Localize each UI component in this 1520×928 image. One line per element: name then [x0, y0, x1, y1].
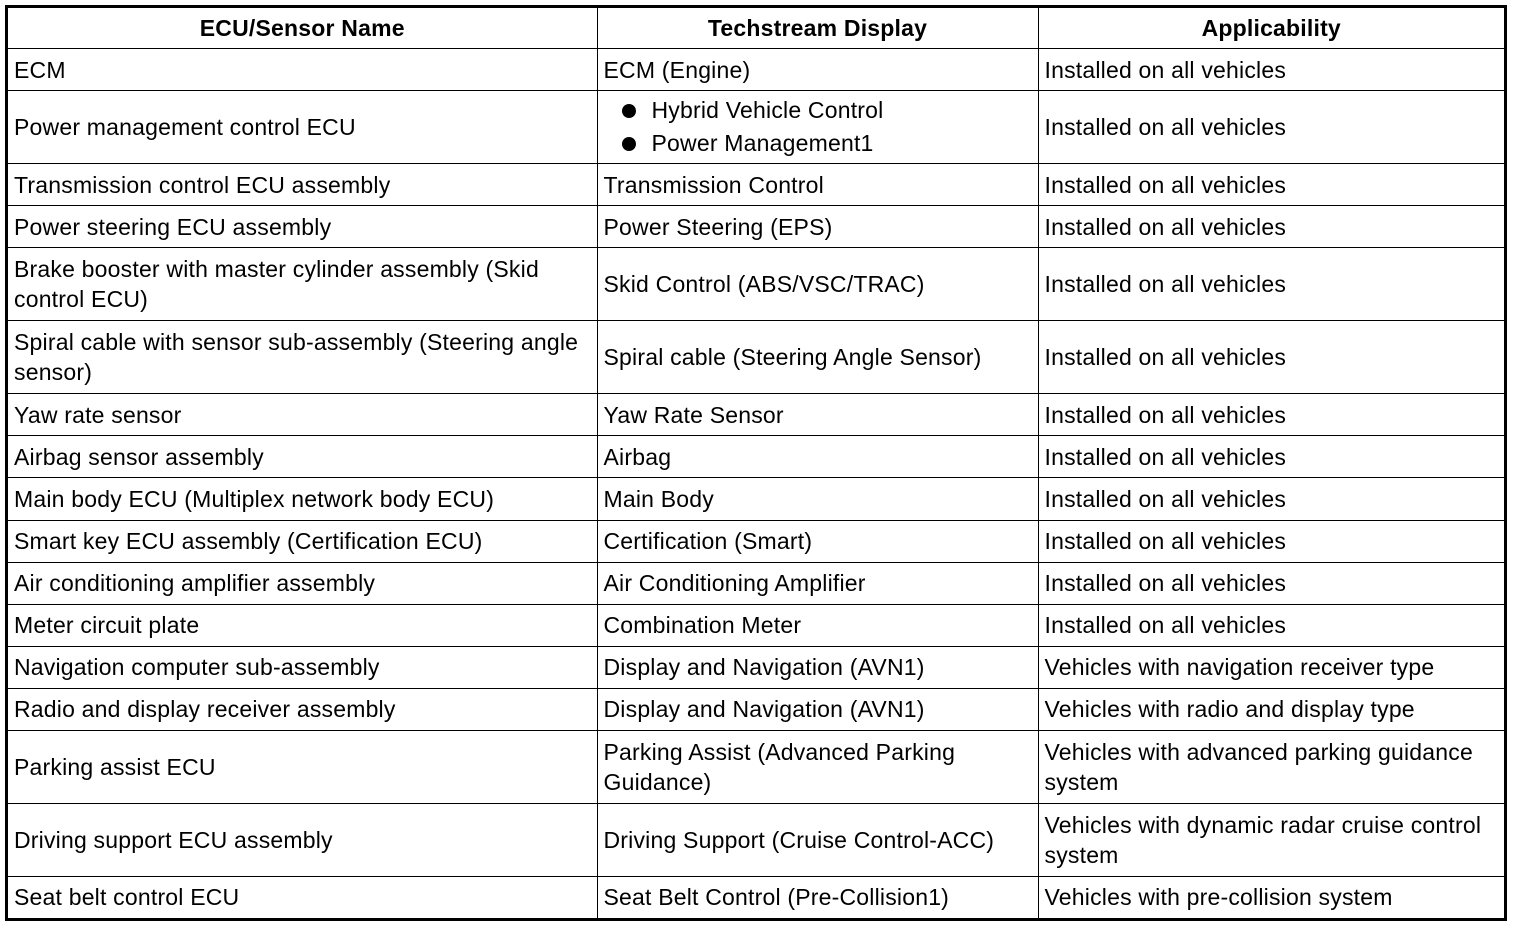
bullet-text: Hybrid Vehicle Control	[651, 97, 884, 124]
cell-display: ECM (Engine)	[597, 49, 1038, 91]
cell-applicability: Installed on all vehicles	[1038, 248, 1504, 321]
table-row	[8, 646, 1504, 688]
cell-name: Parking assist ECU	[8, 730, 597, 803]
cell-name: Driving support ECU assembly	[8, 803, 597, 876]
cell-applicability: Vehicles with pre-collision system	[1038, 876, 1504, 918]
table-row	[8, 876, 1504, 918]
cell-applicability: Installed on all vehicles	[1038, 91, 1504, 164]
cell-display: Transmission Control	[597, 164, 1038, 206]
cell-display: Parking Assist (Advanced Parking Guidance)	[597, 730, 1038, 803]
cell-name: Power steering ECU assembly	[8, 206, 597, 248]
ecu-sensor-table	[5, 5, 1507, 921]
cell-name: Transmission control ECU assembly	[8, 164, 597, 206]
list-item	[616, 127, 1032, 160]
table-row	[8, 604, 1504, 646]
cell-applicability: Vehicles with dynamic radar cruise control system	[1038, 803, 1504, 876]
cell-display: Air Conditioning Amplifier	[597, 562, 1038, 604]
cell-name: Power management control ECU	[8, 91, 597, 164]
table-row	[8, 206, 1504, 248]
display-bullet-list	[604, 94, 1032, 160]
header-techstream-display: Techstream Display	[597, 8, 1038, 49]
cell-name: Main body ECU (Multiplex network body ECU)	[8, 478, 597, 520]
cell-display: Combination Meter	[597, 604, 1038, 646]
cell-name: Airbag sensor assembly	[8, 436, 597, 478]
cell-display: Seat Belt Control (Pre-Collision1)	[597, 876, 1038, 918]
ecu-table	[8, 8, 1504, 918]
cell-applicability: Installed on all vehicles	[1038, 478, 1504, 520]
bullet-icon	[622, 104, 636, 118]
cell-applicability: Installed on all vehicles	[1038, 604, 1504, 646]
cell-applicability: Installed on all vehicles	[1038, 321, 1504, 394]
cell-display: Yaw Rate Sensor	[597, 394, 1038, 436]
table-row	[8, 562, 1504, 604]
cell-display: Driving Support (Cruise Control-ACC)	[597, 803, 1038, 876]
cell-applicability: Vehicles with advanced parking guidance system	[1038, 730, 1504, 803]
header-applicability: Applicability	[1038, 8, 1504, 49]
cell-display	[597, 91, 1038, 164]
header-row	[8, 8, 1504, 49]
header-ecu-sensor-name: ECU/Sensor Name	[8, 8, 597, 49]
bullet-text: Power Management1	[651, 130, 874, 157]
cell-display: Skid Control (ABS/VSC/TRAC)	[597, 248, 1038, 321]
cell-applicability: Vehicles with radio and display type	[1038, 688, 1504, 730]
cell-name: Smart key ECU assembly (Certification ECU)	[8, 520, 597, 562]
cell-display: Main Body	[597, 478, 1038, 520]
cell-name: Seat belt control ECU	[8, 876, 597, 918]
cell-display: Display and Navigation (AVN1)	[597, 646, 1038, 688]
cell-applicability: Vehicles with navigation receiver type	[1038, 646, 1504, 688]
cell-applicability: Installed on all vehicles	[1038, 520, 1504, 562]
table-row	[8, 478, 1504, 520]
table-row	[8, 730, 1504, 803]
cell-name: Navigation computer sub-assembly	[8, 646, 597, 688]
cell-applicability: Installed on all vehicles	[1038, 164, 1504, 206]
list-item	[616, 94, 1032, 127]
table-row	[8, 321, 1504, 394]
cell-name: Meter circuit plate	[8, 604, 597, 646]
table-row	[8, 49, 1504, 91]
table-row	[8, 520, 1504, 562]
table-row	[8, 248, 1504, 321]
cell-name: Radio and display receiver assembly	[8, 688, 597, 730]
cell-display: Power Steering (EPS)	[597, 206, 1038, 248]
cell-name: Spiral cable with sensor sub-assembly (Steering angle sensor)	[8, 321, 597, 394]
cell-applicability: Installed on all vehicles	[1038, 436, 1504, 478]
cell-applicability: Installed on all vehicles	[1038, 49, 1504, 91]
cell-name: ECM	[8, 49, 597, 91]
cell-display: Spiral cable (Steering Angle Sensor)	[597, 321, 1038, 394]
cell-applicability: Installed on all vehicles	[1038, 394, 1504, 436]
bullet-icon	[622, 137, 636, 151]
table-row	[8, 91, 1504, 164]
table-row	[8, 688, 1504, 730]
cell-display: Certification (Smart)	[597, 520, 1038, 562]
cell-name: Yaw rate sensor	[8, 394, 597, 436]
cell-display: Airbag	[597, 436, 1038, 478]
cell-display: Display and Navigation (AVN1)	[597, 688, 1038, 730]
table-row	[8, 164, 1504, 206]
cell-name: Brake booster with master cylinder assembly (Skid control ECU)	[8, 248, 597, 321]
cell-name: Air conditioning amplifier assembly	[8, 562, 597, 604]
table-row	[8, 436, 1504, 478]
cell-applicability: Installed on all vehicles	[1038, 206, 1504, 248]
cell-applicability: Installed on all vehicles	[1038, 562, 1504, 604]
table-row	[8, 803, 1504, 876]
table-row	[8, 394, 1504, 436]
